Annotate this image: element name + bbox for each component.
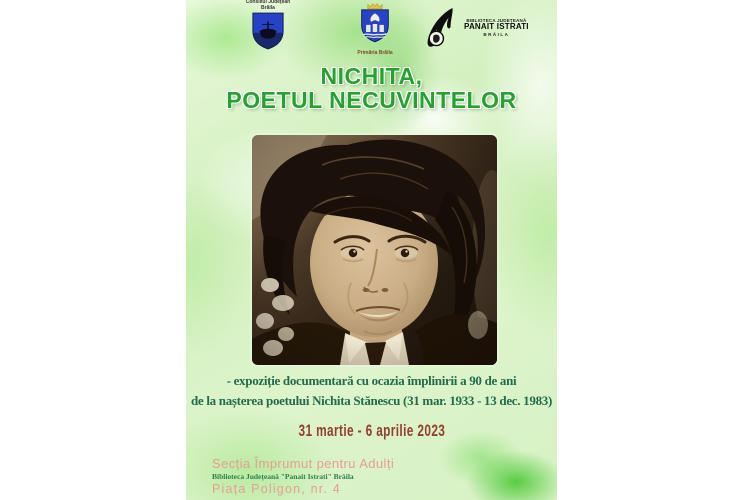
location-section: Secția Împrumut pentru Adulți [212,456,395,471]
location-library: Biblioteca Județeană "Panait Istrati" Brăila [212,472,354,481]
city-hall-caption: Primăria Brăila [357,50,393,56]
exhibition-poster [186,0,557,500]
county-council-caption [242,0,294,12]
location-info [212,456,394,496]
county-council-caption-line2: Brăila [261,4,275,11]
library-logo [423,7,529,49]
exhibition-description-line2: de la nașterea poetului Nichita Stănescu (31 mar. 1933 - 13 dec. 1983) [190,393,553,409]
library-logo-line2: PANAIT ISTRATI [464,22,529,31]
city-hall-logo [349,3,401,57]
exhibition-description-line1: - expoziție documentară cu ocazia împlinirii a 90 de ani [226,373,517,388]
library-logo-line3: BRĂILA [483,31,510,37]
exhibition-dates-text: 31 martie - 6 aprilie 2023 [298,422,445,440]
poster-title-line1: NICHITA, [320,63,423,89]
county-council-caption-line1: Consiliul Județean [245,0,291,5]
poster-title-line2: POETUL NECUVINTELOR [226,87,517,114]
quill-feather-icon [423,7,461,49]
county-shield-icon [251,12,285,50]
county-council-logo [242,0,294,55]
location-address: Piața Poligon, nr. 4 [212,482,341,496]
poster-title [186,64,557,112]
exhibition-description [186,371,557,411]
library-logo-text [464,7,529,37]
poet-portrait-photo [252,135,497,365]
city-shield-icon [359,3,391,45]
library-logo-line1: BIBLIOTECA JUDEȚEANĂ [466,18,527,23]
exhibition-dates [186,422,557,441]
